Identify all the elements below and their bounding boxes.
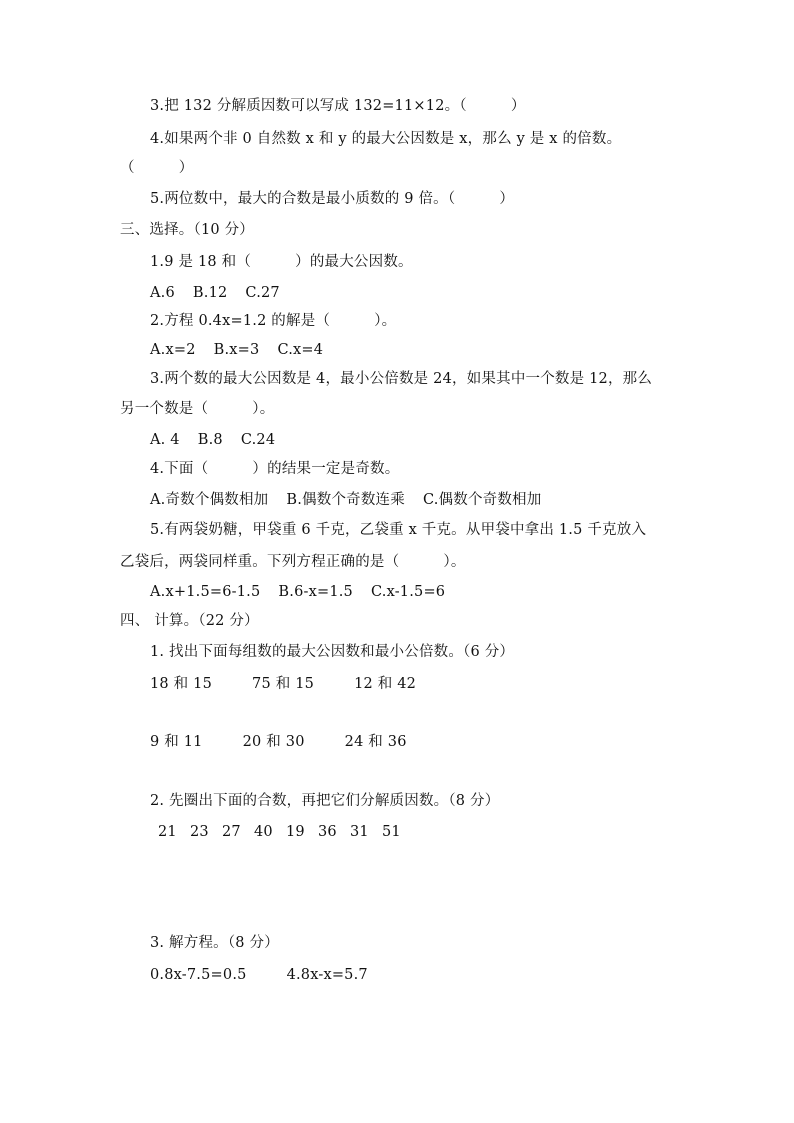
number-item: 19 [286,824,305,840]
judge-question-4: 4.如果两个非 0 自然数 x 和 y 的最大公因数是 x，那么 y 是 x 的倍数。 [150,131,622,147]
number-item: 27 [222,824,241,840]
option-a: A.6 [150,285,175,301]
choice-question-5-options [150,582,445,602]
choice-question-1: 1.9 是 18 和（ ）的最大公因数。 [150,254,413,270]
equation: 4.8x-x=5.7 [286,967,368,983]
choice-question-5: 5.有两袋奶糖，甲袋重 6 千克，乙袋重 x 千克。从甲袋中拿出 1.5 千克放入 [150,522,647,538]
option-b: B.偶数个奇数连乘 [286,492,405,508]
number-pair: 75 和 15 [252,676,315,692]
number-item: 36 [318,824,337,840]
option-a: A.x+1.5=6-1.5 [150,584,261,600]
choice-question-5-cont: 乙袋后，两袋同样重。下列方程正确的是（ ）。 [120,554,466,570]
option-c: C.24 [240,432,276,448]
option-c: C.x=4 [277,342,324,358]
number-pair: 24 和 36 [344,734,407,750]
option-c: C.27 [245,285,280,301]
option-c: C.偶数个奇数相加 [422,492,542,508]
number-item: 23 [190,824,209,840]
option-b: B.x=3 [213,342,260,358]
option-b: B.6-x=1.5 [278,584,353,600]
option-a: A. 4 [150,432,180,448]
judge-question-5: 5.两位数中，最大的合数是最小质数的 9 倍。（ ） [150,191,515,207]
number-item: 51 [382,824,401,840]
judge-question-4-bracket: （ ） [120,160,194,176]
option-c: C.x-1.5=6 [370,584,446,600]
choice-question-4-options [150,490,541,510]
calc-part-1-row-1 [150,674,416,694]
number-pair: 20 和 30 [242,734,305,750]
section-4-heading: 四、 计算。（22 分） [120,613,259,629]
number-item: 21 [158,824,177,840]
calc-part-3-title: 3. 解方程。（8 分） [150,935,279,951]
judge-question-3: 3.把 132 分解质因数可以写成 132=11×12。（ ） [150,98,526,114]
number-item: 31 [350,824,369,840]
calc-part-1-row-2 [150,732,407,752]
calc-part-2-numbers [158,822,414,842]
option-a: A.奇数个偶数相加 [150,492,269,508]
number-item: 40 [254,824,273,840]
number-pair: 9 和 11 [150,734,203,750]
choice-question-3-options [150,430,275,450]
section-3-heading: 三、选择。（10 分） [120,222,255,238]
choice-question-3: 3.两个数的最大公因数是 4，最小公倍数是 24，如果其中一个数是 12，那么 [150,371,653,387]
calc-part-3-equations [150,965,368,985]
number-pair: 18 和 15 [150,676,213,692]
option-b: B.12 [192,285,228,301]
choice-question-3-cont: 另一个数是（ ）。 [120,401,275,417]
choice-question-2-options [150,340,323,360]
option-a: A.x=2 [150,342,196,358]
number-pair: 12 和 42 [354,676,417,692]
choice-question-1-options [150,283,280,303]
option-b: B.8 [197,432,223,448]
choice-question-2: 2.方程 0.4x=1.2 的解是（ ）。 [150,313,397,329]
choice-question-4: 4.下面（ ）的结果一定是奇数。 [150,461,400,477]
calc-part-1-title: 1. 找出下面每组数的最大公因数和最小公倍数。（6 分） [150,644,515,660]
equation: 0.8x-7.5=0.5 [150,967,247,983]
calc-part-2-title: 2. 先圈出下面的合数，再把它们分解质因数。（8 分） [150,793,500,809]
